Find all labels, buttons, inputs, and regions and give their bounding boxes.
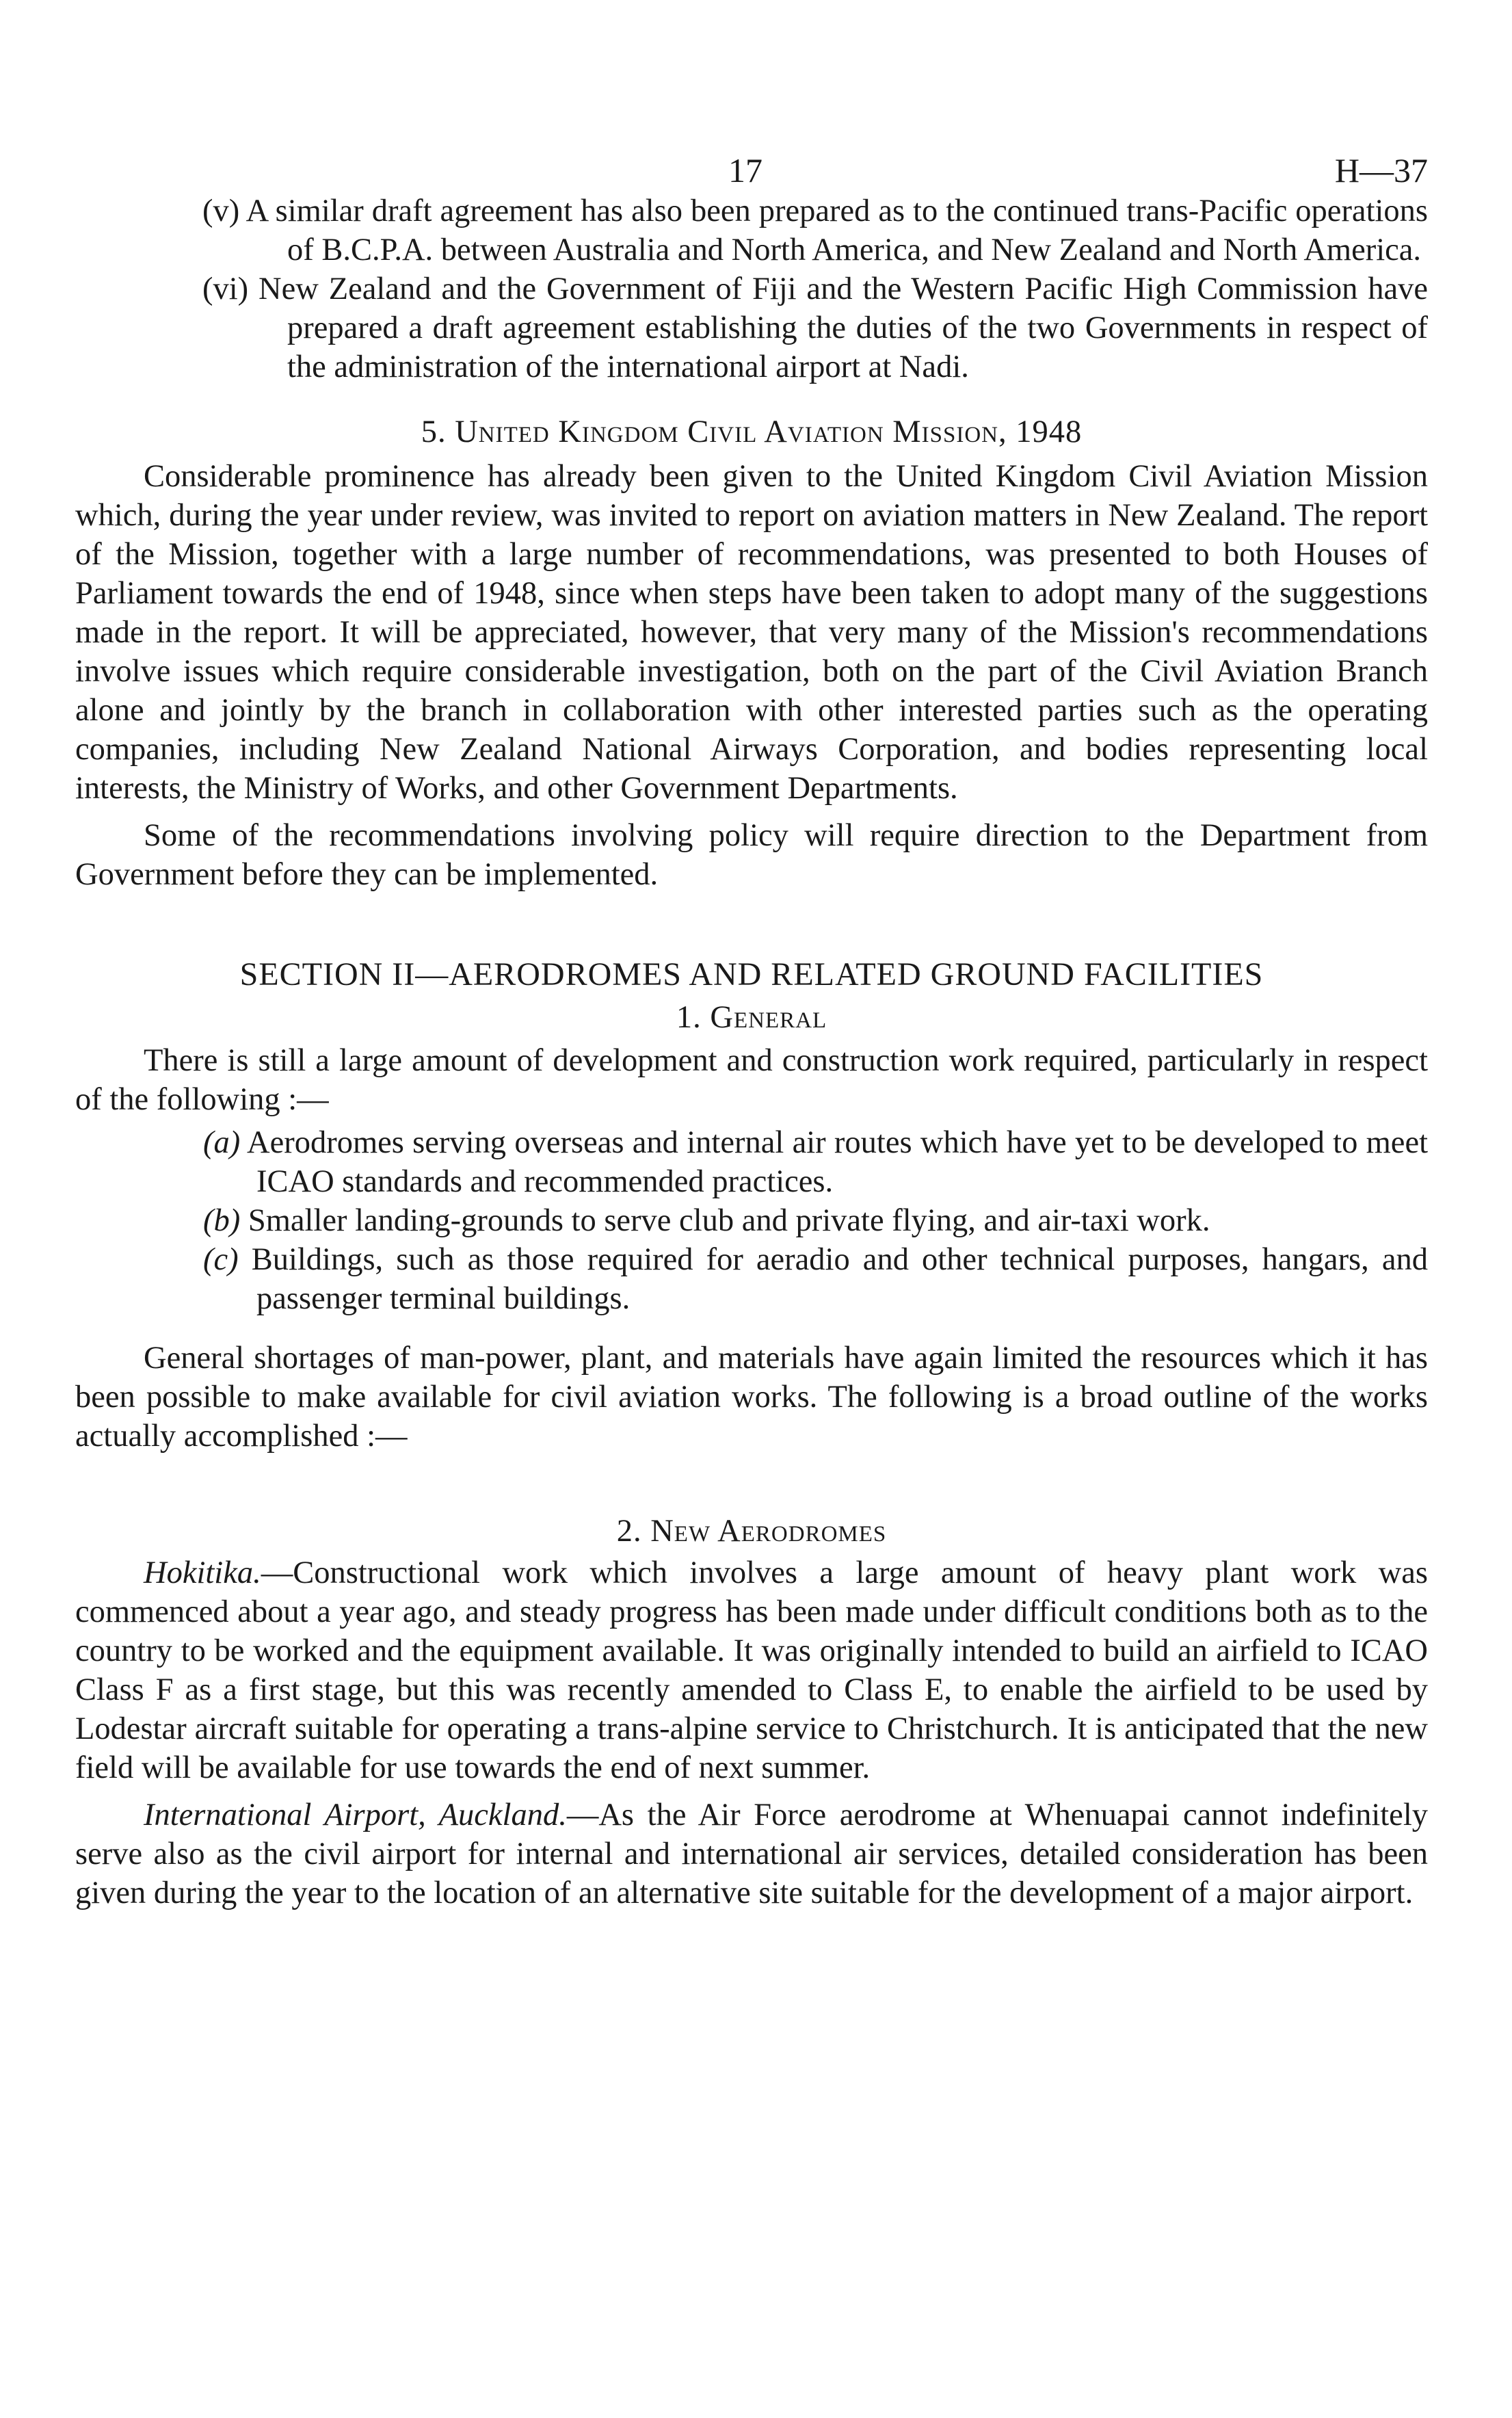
paragraph — [75, 1553, 1428, 1787]
general-body — [75, 1041, 1428, 1456]
intro-list — [75, 192, 1428, 386]
new-aerodromes-heading: 2. New Aerodromes — [616, 1514, 887, 1549]
list-item — [75, 1201, 1428, 1240]
item-label: (vi) — [202, 272, 249, 306]
paragraph: General shortages of man-power, plant, and materials have again limited the resources which it has been possible to make available for civil aviation works. The following is a broad outline of the works actually accomplished :— — [75, 1341, 1428, 1454]
section-title: SECTION II—AERODROMES AND RELATED GROUND FACILITIES — [239, 956, 1264, 993]
page-number: 17 — [728, 151, 762, 189]
item-text: A similar draft agreement has also been prepared as to the continued trans-Pacific operations of B.C.P.A. between Australia and North America, and New Zealand and North America. — [246, 194, 1429, 267]
item-text: Smaller landing-grounds to serve club and private flying, and air-taxi work. — [248, 1203, 1210, 1238]
list-item — [75, 270, 1428, 386]
paragraph-text: —As the Air Force aerodrome at Whenuapai cannot indefinitely serve also as the civil airport for internal and international air services, detailed consideration has been given during the year to the location of an alternative site suitable for the development of a major airport. — [75, 1798, 1428, 1910]
paragraph: Some of the recommendations involving policy will require direction to the Department from Government before they can be implemented. — [75, 818, 1428, 892]
item-text: Aerodromes serving overseas and internal air routes which have yet to be developed to meet ICAO standards and recommended practices. — [247, 1125, 1429, 1199]
item-label: (v) — [202, 194, 240, 228]
paragraph — [75, 1796, 1428, 1913]
general-heading: 1. General — [676, 1000, 827, 1035]
list-item — [75, 192, 1428, 270]
paragraph: There is still a large amount of development and construction work required, particularly in respect of the following :— — [75, 1043, 1428, 1117]
runin-heading: Hokitika. — [144, 1555, 261, 1590]
item-label: (a) — [203, 1125, 241, 1160]
mission-heading: 5. United Kingdom Civil Aviation Mission, 1948 — [421, 415, 1083, 449]
document-reference: H—37 — [1334, 151, 1428, 189]
paragraph-text: —Constructional work which involves a large amount of heavy plant work was commenced about a year ago, and steady progress has been made under difficult conditions both as to the country to be worked and the equipment available. It was originally intended to build an airfield to ICAO Class F as a first stage, but this was recently amended to Class E, to enable the airfield to be used by Lodestar aircraft suitable for operating a trans-alpine service to Christchurch. It is anticipated that the new field will be available for use towards the end of next summer. — [75, 1555, 1428, 1785]
item-text: Buildings, such as those required for aeradio and other technical purposes, hangars, and passenger terminal buildings. — [251, 1242, 1428, 1316]
item-label: (b) — [203, 1203, 241, 1238]
runin-heading: International Airport, Auckland. — [144, 1798, 567, 1832]
page-header — [75, 137, 1428, 192]
item-text: New Zealand and the Government of Fiji and the Western Pacific High Commission have prepared a draft agreement establishing the duties of the two Governments in respect of the administration of the international airport at Nadi. — [258, 272, 1429, 384]
mission-body — [75, 457, 1428, 894]
item-label: (c) — [203, 1242, 239, 1277]
list-item — [75, 1240, 1428, 1318]
list-item — [75, 1123, 1428, 1201]
document-page — [75, 137, 1428, 1913]
paragraph: Considerable prominence has already been given to the United Kingdom Civil Aviation Mission which, during the year under review, was invited to report on aviation matters in New Zealand. The report of the Mission, together with a large number of recommendations, was presented to both Houses of Parliament towards the end of 1948, since when steps have been taken to adopt many of the suggestions made in the report. It will be appreciated, however, that very many of the Mission's recommendations involve issues which require considerable investigation, both on the part of the Civil Aviation Branch alone and jointly by the branch in collaboration with other interested parties such as the operating companies, including New Zealand National Airways Corporation, and bodies representing local interests, the Ministry of Works, and other Government Departments. — [75, 459, 1428, 806]
new-aerodromes-body — [75, 1553, 1428, 1913]
